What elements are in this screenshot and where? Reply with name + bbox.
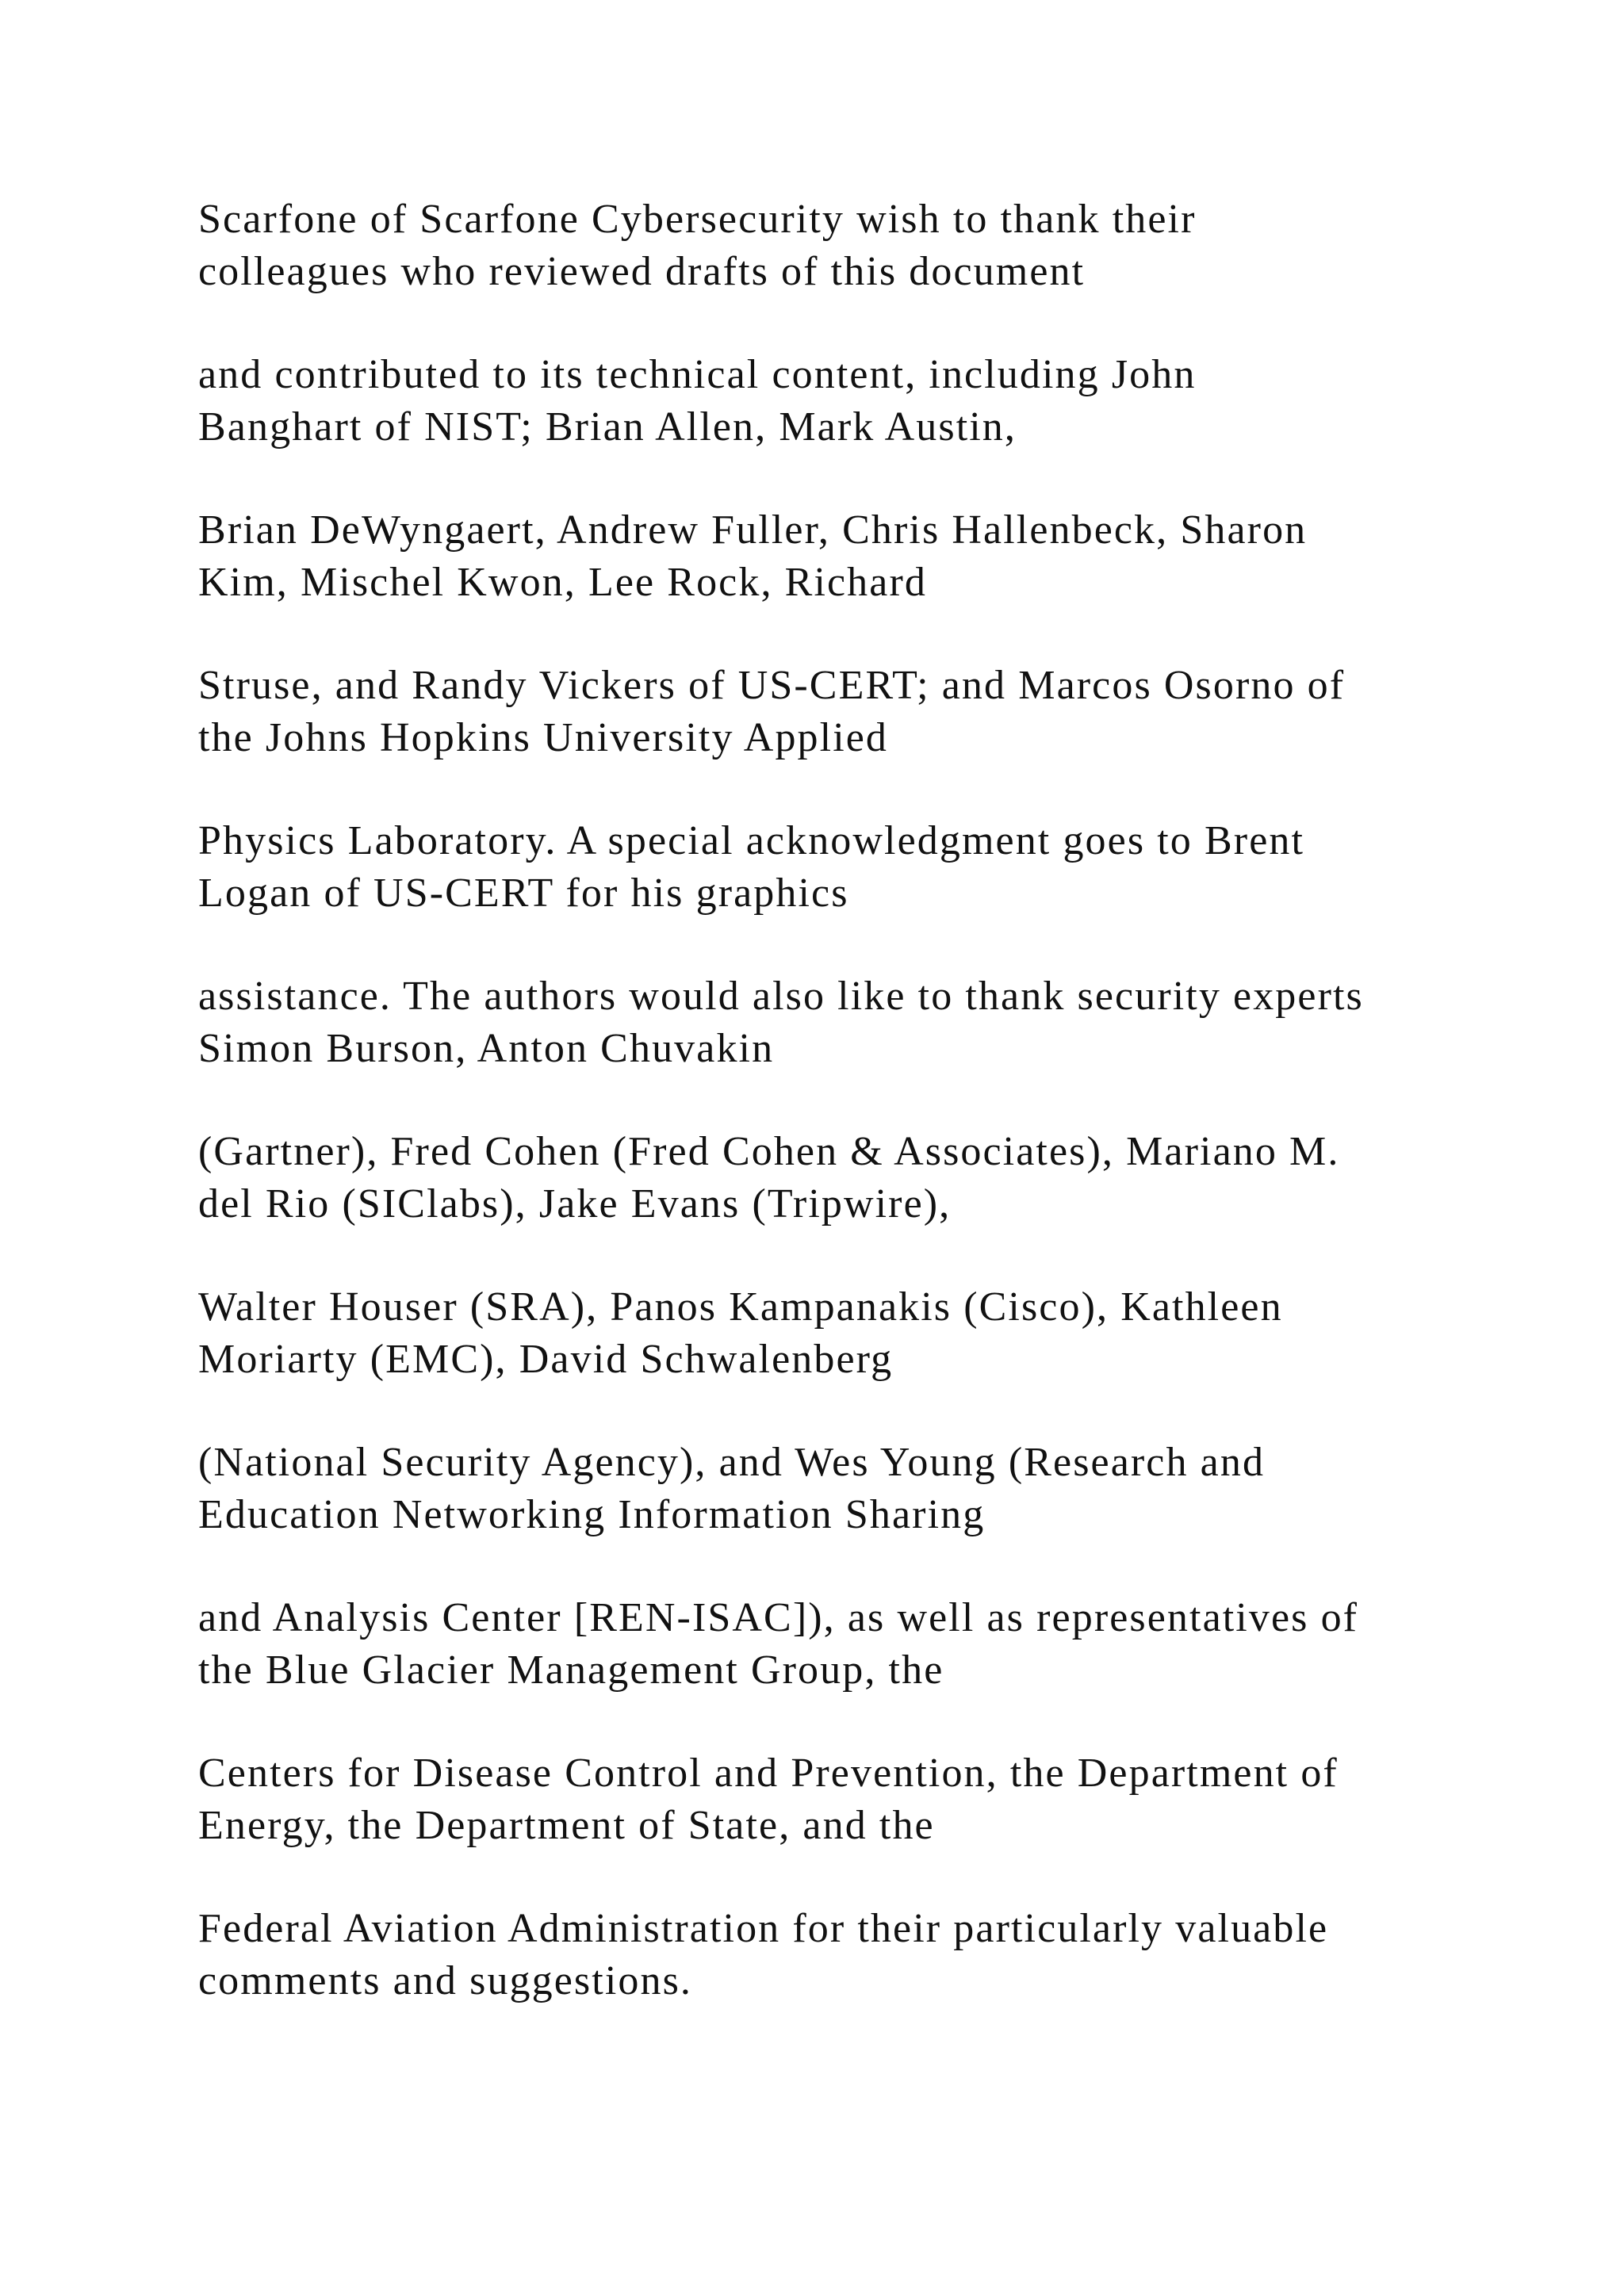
text-line: the Johns Hopkins University Applied xyxy=(198,715,889,760)
text-line: comments and suggestions. xyxy=(198,1958,693,2003)
paragraph xyxy=(198,504,1507,609)
text-line: Banghart of NIST; Brian Allen, Mark Austin, xyxy=(198,404,1017,450)
text-line: and contributed to its technical content, including John xyxy=(198,352,1197,397)
text-line: Moriarty (EMC), David Schwalenberg xyxy=(198,1337,894,1382)
text-line: Walter Houser (SRA), Panos Kampanakis (Cisco), Kathleen xyxy=(198,1284,1283,1330)
paragraph xyxy=(198,349,1507,453)
text-line: del Rio (SIClabs), Jake Evans (Tripwire), xyxy=(198,1181,952,1226)
text-line: Energy, the Department of State, and the xyxy=(198,1803,935,1848)
acknowledgments-text xyxy=(198,193,1507,2058)
text-line: Simon Burson, Anton Chuvakin xyxy=(198,1026,775,1071)
paragraph xyxy=(198,1747,1507,1852)
text-line: colleagues who reviewed drafts of this document xyxy=(198,249,1086,294)
text-line: Centers for Disease Control and Prevention, the Department of xyxy=(198,1751,1339,1796)
paragraph xyxy=(198,1903,1507,2007)
text-line: Brian DeWyngaert, Andrew Fuller, Chris Hallenbeck, Sharon xyxy=(198,507,1308,553)
paragraph xyxy=(198,193,1507,298)
text-line: (National Security Agency), and Wes Young (Research and xyxy=(198,1440,1266,1485)
text-line: Federal Aviation Administration for their particularly valuable xyxy=(198,1906,1329,1951)
paragraph xyxy=(198,1592,1507,1697)
text-line: Kim, Mischel Kwon, Lee Rock, Richard xyxy=(198,560,927,605)
text-line: assistance. The authors would also like to thank security experts xyxy=(198,974,1364,1019)
text-line: the Blue Glacier Management Group, the xyxy=(198,1647,944,1693)
paragraph xyxy=(198,815,1507,920)
paragraph xyxy=(198,1281,1507,1386)
paragraph xyxy=(198,1126,1507,1230)
text-line: Struse, and Randy Vickers of US-CERT; and Marcos Osorno of xyxy=(198,663,1346,708)
text-line: and Analysis Center [REN-ISAC]), as well as representatives of xyxy=(198,1595,1359,1640)
paragraph xyxy=(198,970,1507,1075)
text-line: Logan of US-CERT for his graphics xyxy=(198,871,849,916)
text-line: (Gartner), Fred Cohen (Fred Cohen & Associates), Mariano M. xyxy=(198,1129,1340,1174)
text-line: Physics Laboratory. A special acknowledgment goes to Brent xyxy=(198,818,1305,863)
text-line: Scarfone of Scarfone Cybersecurity wish to thank their xyxy=(198,197,1197,242)
paragraph xyxy=(198,660,1507,764)
paragraph xyxy=(198,1437,1507,1541)
text-line: Education Networking Information Sharing xyxy=(198,1492,986,1537)
